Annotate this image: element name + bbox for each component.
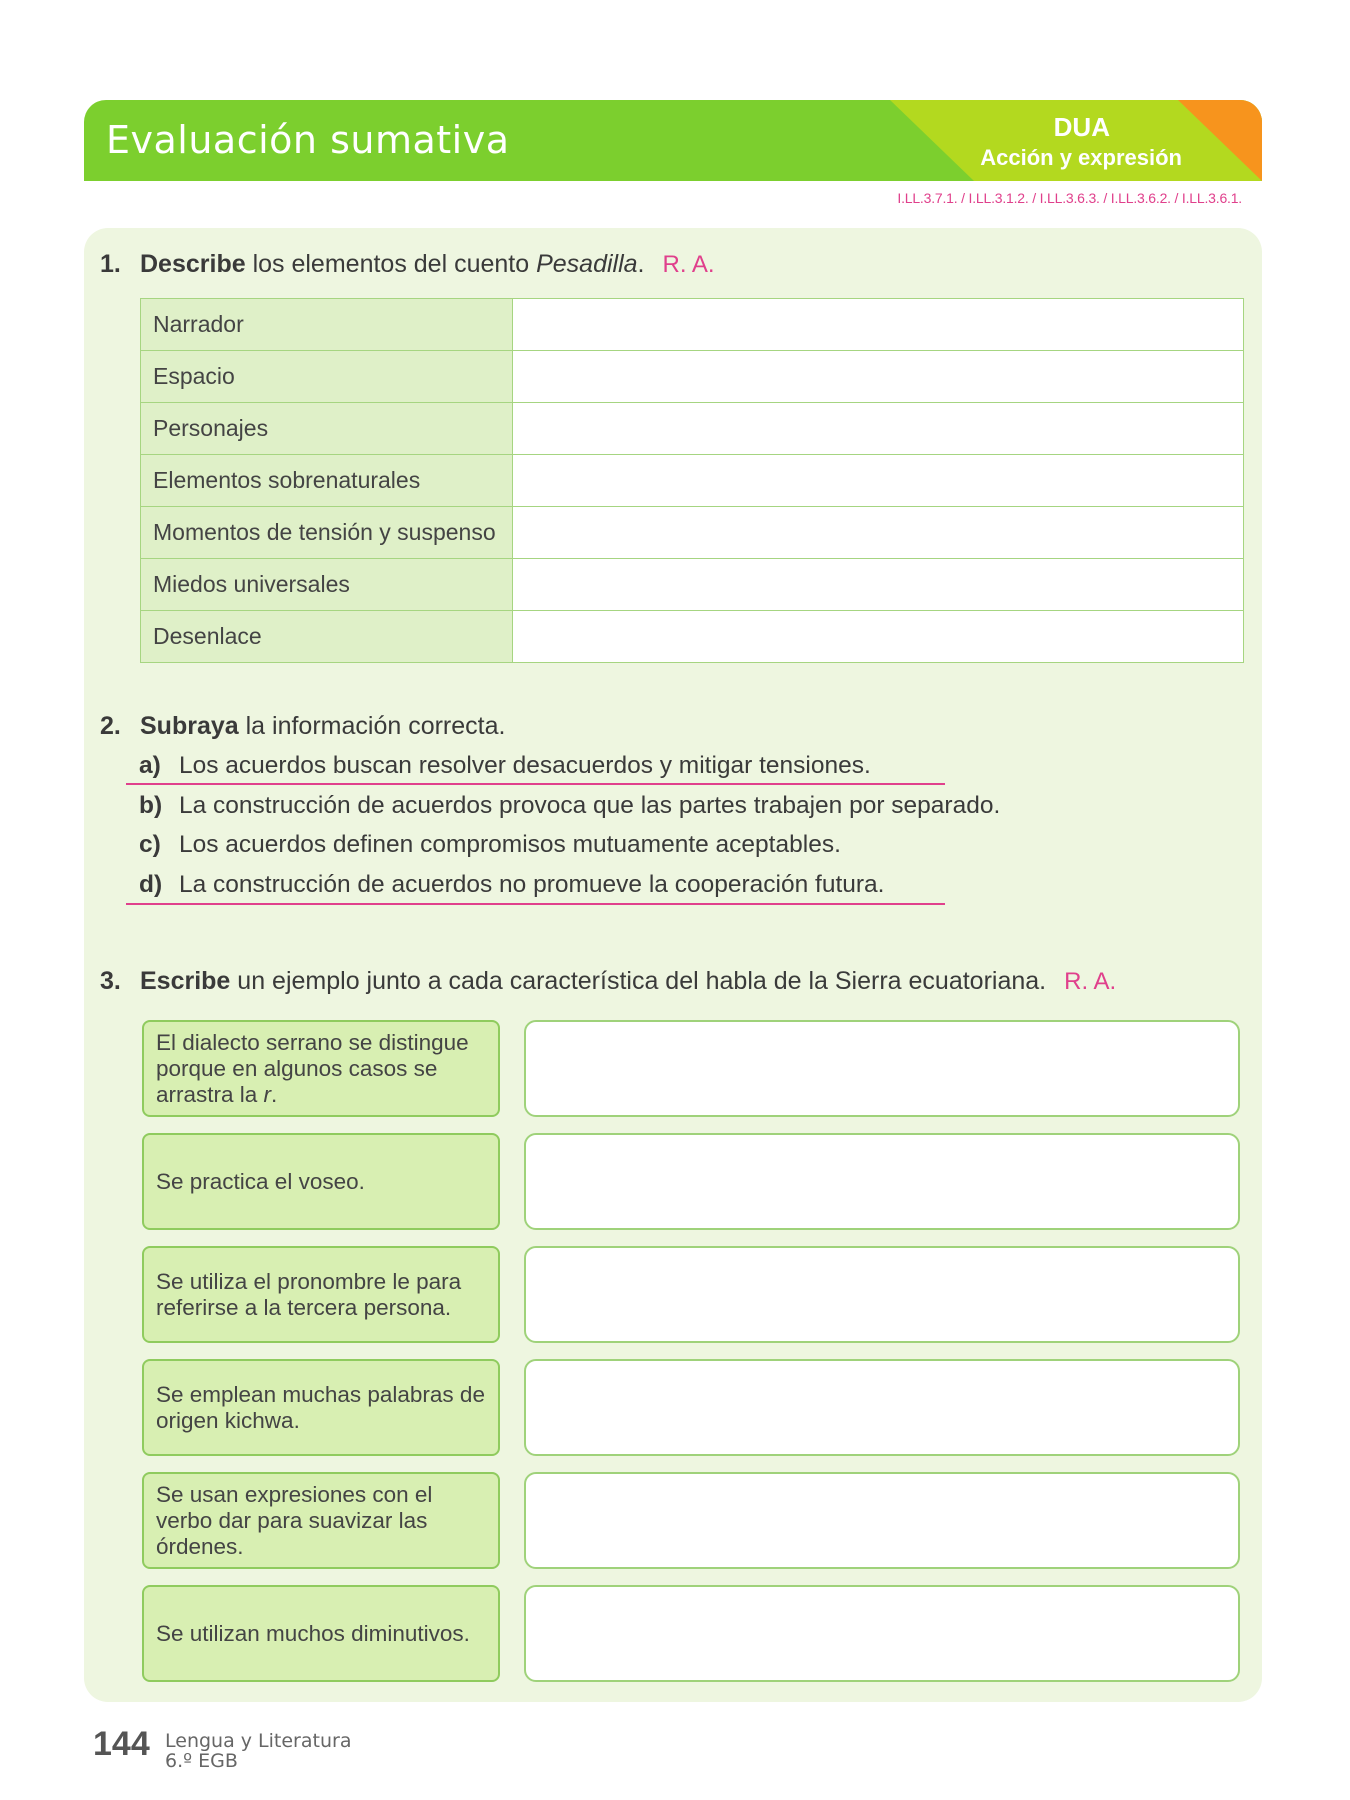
row-label: Momentos de tensión y suspenso xyxy=(141,507,513,559)
row-label: Desenlace xyxy=(141,611,513,663)
story-title: Pesadilla xyxy=(536,250,638,278)
option-d[interactable] xyxy=(139,871,885,899)
feature-box xyxy=(142,1020,500,1117)
feature-text: Se utiliza el pronombre le para referirse a la tercera persona. xyxy=(156,1268,462,1320)
option-letter: a) xyxy=(139,752,161,779)
answer-box[interactable] xyxy=(524,1359,1240,1456)
feature-box xyxy=(142,1472,500,1569)
answer-cell[interactable] xyxy=(513,351,1244,403)
ra-mark: R. A. xyxy=(1064,968,1117,995)
option-b[interactable] xyxy=(139,792,1000,820)
option-letter: c) xyxy=(139,831,161,858)
question-2 xyxy=(100,712,505,741)
ra-mark: R. A. xyxy=(662,251,715,278)
answer-cell[interactable] xyxy=(513,559,1244,611)
feature-text-italic: r xyxy=(263,1081,272,1107)
answer-cell[interactable] xyxy=(513,455,1244,507)
answer-box[interactable] xyxy=(524,1020,1240,1117)
table-row xyxy=(141,507,1244,559)
underline-mark xyxy=(126,903,945,905)
table-row xyxy=(141,403,1244,455)
answer-cell[interactable] xyxy=(513,299,1244,351)
feature-text-main: El dialecto serrano se distingue porque en algunos casos se arrastra la xyxy=(156,1029,469,1107)
table-row xyxy=(141,611,1244,663)
question-number: 3. xyxy=(100,967,121,995)
story-elements-table xyxy=(140,298,1244,663)
feature-text xyxy=(156,1030,486,1108)
table-row xyxy=(141,455,1244,507)
option-letter: d) xyxy=(139,871,163,898)
feature-text: Se usan expresiones con el verbo dar para suavizar las órdenes. xyxy=(156,1481,433,1559)
answer-box[interactable] xyxy=(524,1133,1240,1230)
answer-box[interactable] xyxy=(524,1472,1240,1569)
indicator-codes: I.LL.3.7.1. / I.LL.3.1.2. / I.LL.3.6.3. / I.LL.3.6.2. / I.LL.3.6.1. xyxy=(897,190,1242,206)
question-text: un ejemplo junto a cada característica del habla de la Sierra ecuatoriana. xyxy=(230,967,1047,995)
subject-name: Lengua y Literatura xyxy=(165,1730,352,1752)
question-verb: Subraya xyxy=(140,712,239,740)
table-row xyxy=(141,559,1244,611)
feature-text: Se practica el voseo. xyxy=(156,1168,365,1194)
row-label: Elementos sobrenaturales xyxy=(141,455,513,507)
footer-info xyxy=(165,1731,351,1771)
feature-box xyxy=(142,1133,500,1230)
question-text: los elementos del cuento xyxy=(245,250,537,278)
dua-title: DUA xyxy=(1053,112,1110,142)
row-label: Personajes xyxy=(141,403,513,455)
underline-mark xyxy=(126,783,945,785)
option-text: Los acuerdos buscan resolver desacuerdos y mitigar tensiones. xyxy=(179,752,871,779)
answer-cell[interactable] xyxy=(513,403,1244,455)
feature-text: Se emplean muchas palabras de origen kichwa. xyxy=(156,1381,485,1433)
question-number: 1. xyxy=(100,250,121,278)
feature-box xyxy=(142,1585,500,1682)
option-letter: b) xyxy=(139,792,163,819)
table-row xyxy=(141,351,1244,403)
page-number: 144 xyxy=(93,1725,150,1763)
option-text: Los acuerdos definen compromisos mutuamente aceptables. xyxy=(179,831,841,858)
answer-cell[interactable] xyxy=(513,611,1244,663)
row-label: Espacio xyxy=(141,351,513,403)
question-end: . xyxy=(637,250,645,278)
feature-text-end: . xyxy=(271,1081,278,1107)
question-verb: Escribe xyxy=(140,967,231,995)
page-title: Evaluación sumativa xyxy=(106,118,510,162)
option-a[interactable] xyxy=(139,752,871,780)
row-label: Narrador xyxy=(141,299,513,351)
feature-box xyxy=(142,1359,500,1456)
feature-box xyxy=(142,1246,500,1343)
answer-box[interactable] xyxy=(524,1246,1240,1343)
table-row xyxy=(141,299,1244,351)
question-verb: Describe xyxy=(140,250,246,278)
option-text: La construcción de acuerdos no promueve la cooperación futura. xyxy=(179,871,885,898)
answer-box[interactable] xyxy=(524,1585,1240,1682)
question-3 xyxy=(100,967,1116,996)
answer-cell[interactable] xyxy=(513,507,1244,559)
question-1 xyxy=(100,250,715,279)
grade-level: 6.º EGB xyxy=(165,1750,238,1772)
feature-text: Se utilizan muchos diminutivos. xyxy=(156,1620,470,1646)
row-label: Miedos universales xyxy=(141,559,513,611)
question-number: 2. xyxy=(100,712,121,740)
option-text: La construcción de acuerdos provoca que las partes trabajen por separado. xyxy=(179,792,1001,819)
header-banner xyxy=(84,100,1262,181)
question-text: la información correcta. xyxy=(238,712,506,740)
dua-subtitle: Acción y expresión xyxy=(980,145,1182,170)
option-c[interactable] xyxy=(139,831,841,859)
